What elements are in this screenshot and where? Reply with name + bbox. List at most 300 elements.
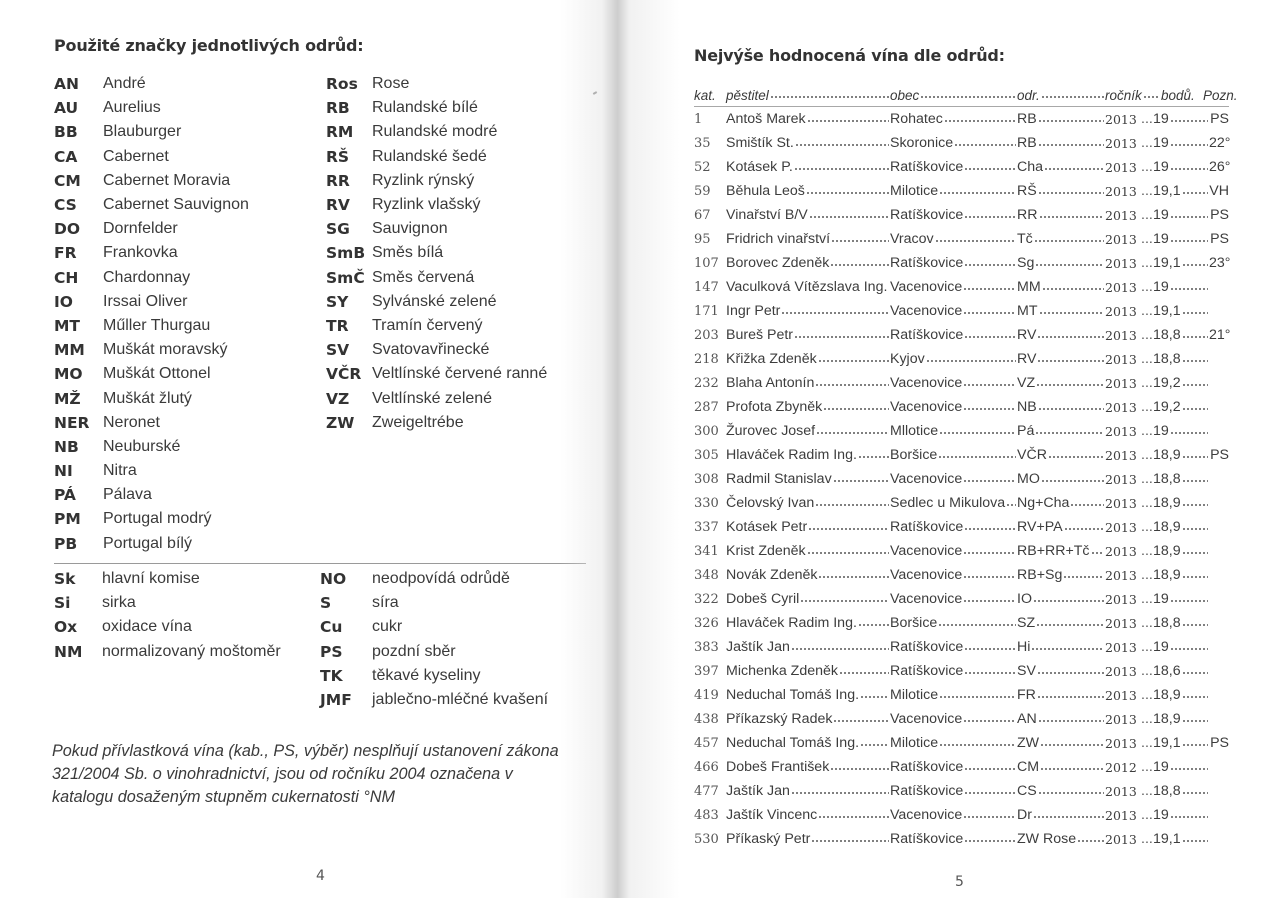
cell-kat: 147 — [694, 279, 719, 295]
variety-legend-column-1 — [54, 72, 249, 556]
legend-item — [54, 362, 249, 386]
cell-rocnik: 2013 — [1105, 711, 1137, 727]
leader-dots: ... — [1141, 327, 1153, 343]
cell-rocnik: 2013 — [1105, 351, 1137, 367]
leader-dots: ... — [1141, 351, 1153, 367]
leader-dots: ... — [1141, 759, 1153, 775]
leader-dots: ... — [1141, 783, 1153, 799]
cell-kat: 330 — [694, 495, 719, 511]
legend-abbreviation: MO — [54, 365, 83, 384]
legend-abbreviation: TK — [320, 666, 343, 685]
leader-dots: ... — [1141, 447, 1153, 463]
cell-obec: Ratíškovice — [890, 639, 1017, 655]
legend-meaning: Rulandské bílé — [372, 99, 478, 117]
leader-dots: ... — [1141, 687, 1153, 703]
cell-pestitel: Profota Zbyněk — [726, 399, 890, 415]
cell-bodu: 19 — [1153, 639, 1209, 655]
table-row — [694, 131, 1229, 155]
leader-dots: ... — [1141, 279, 1153, 295]
leader-dots: ... — [1141, 807, 1153, 823]
legend-item — [54, 266, 249, 290]
legend-item — [54, 532, 249, 556]
leader-dots: ... — [1141, 231, 1153, 247]
cell-kat: 348 — [694, 567, 719, 583]
cell-obec: Vacenovice — [890, 399, 1017, 415]
legend-item — [326, 120, 547, 144]
leader-dots: ... — [1141, 615, 1153, 631]
cell-rocnik: 2013 — [1105, 591, 1137, 607]
legend-item — [54, 483, 249, 507]
legend-meaning: Veltlínské červené ranné — [372, 365, 548, 383]
cell-rocnik: 2013 — [1105, 135, 1137, 151]
legend-item — [54, 217, 249, 241]
legend-abbreviation: S — [320, 594, 332, 613]
table-row — [694, 779, 1229, 803]
legend-meaning: Zweigeltrébe — [372, 413, 464, 431]
cell-obec: Vacenovice — [890, 543, 1017, 559]
table-row — [694, 491, 1229, 515]
cell-obec: Ratíškovice — [890, 519, 1017, 535]
legend-item — [326, 241, 547, 265]
cell-pestitel: Příkaský Petr — [726, 831, 890, 847]
cell-bodu: 19,1 — [1153, 735, 1209, 751]
cell-pestitel: Hlaváček Radim Ing. — [726, 447, 890, 463]
cell-kat: 305 — [694, 447, 719, 463]
legend-abbreviation: PS — [320, 642, 343, 661]
legend-meaning: Sauvignon — [372, 220, 448, 238]
cell-pestitel: Čelovský Ivan — [726, 495, 890, 511]
cell-bodu: 19 — [1153, 591, 1209, 607]
legend-abbreviation: CM — [54, 171, 81, 190]
cell-obec: Ratíškovice — [890, 663, 1017, 679]
legend-meaning: André — [103, 75, 146, 93]
cell-bodu: 18,9 — [1153, 543, 1209, 559]
legend-meaning: Veltlínské zelené — [372, 389, 493, 407]
cell-pestitel: Kotásek Petr — [726, 519, 890, 535]
legend-meaning: Aurelius — [103, 99, 161, 117]
cell-pestitel: Příkazský Radek — [726, 711, 890, 727]
cell-bodu: 19,1 — [1153, 183, 1209, 199]
cell-odr: ZW Rose — [1017, 831, 1105, 847]
cell-rocnik: 2013 — [1105, 399, 1137, 415]
cell-rocnik: 2013 — [1105, 831, 1137, 847]
leader-dots: ... — [1141, 471, 1153, 487]
cell-rocnik: 2013 — [1105, 495, 1137, 511]
cell-pestitel: Dobeš Cyril — [726, 591, 890, 607]
cell-odr: VČR — [1017, 447, 1105, 463]
legend-abbreviation: CA — [54, 147, 78, 166]
header-rocnik: ročník — [1105, 88, 1161, 103]
legend-item — [54, 96, 249, 120]
leader-dots: ... — [1141, 111, 1153, 127]
legend-abbreviation: RR — [326, 171, 350, 190]
cell-bodu: 19 — [1153, 159, 1209, 175]
legend-meaning: Muškát moravský — [103, 341, 228, 359]
cell-bodu: 19 — [1153, 207, 1209, 223]
cell-bodu: 19 — [1153, 759, 1209, 775]
legend-meaning: Frankovka — [103, 244, 178, 262]
legend-abbreviation: Si — [54, 594, 71, 613]
legend-item — [326, 411, 547, 435]
cell-bodu: 18,8 — [1153, 615, 1209, 631]
legend-abbreviation: VČR — [326, 365, 362, 384]
cell-kat: 308 — [694, 471, 719, 487]
abbreviation-legend-column-1 — [54, 567, 281, 664]
variety-legend-column-2 — [326, 72, 547, 435]
cell-bodu: 19 — [1153, 423, 1209, 439]
cell-obec: Ratíškovice — [890, 783, 1017, 799]
legend-meaning: Irssai Oliver — [103, 292, 188, 310]
cell-odr: SV — [1017, 663, 1105, 679]
legend-meaning: Portugal bílý — [103, 534, 192, 552]
cell-obec: Skoronice — [890, 135, 1017, 151]
legend-abbreviation: BB — [54, 123, 78, 142]
sugar-content-note: Pokud přívlastková vína (kab., PS, výběr) nesplňují ustanovení zákona 321/2004 Sb. o vinohradnictví, jsou od ročníku 2004 označena v katalogu dosaženým stupněm cukernatosti °NM — [52, 742, 559, 806]
cell-rocnik: 2013 — [1105, 255, 1137, 271]
legend-meaning: těkavé kyseliny — [372, 666, 481, 684]
cell-pestitel: Bureš Petr — [726, 327, 890, 343]
variety-codes-title: Použité značky jednotlivých odrůd: — [54, 36, 364, 55]
cell-bodu: 19,1 — [1153, 831, 1209, 847]
legend-item — [54, 435, 249, 459]
cell-pestitel: Vinařství B/V — [726, 207, 890, 223]
legend-item — [54, 507, 249, 531]
leader-dots: ... — [1141, 207, 1153, 223]
header-pestitel: pěstitel — [726, 88, 890, 103]
legend-abbreviation: SG — [326, 220, 350, 239]
cell-obec: Boršice — [890, 447, 1017, 463]
cell-pozn: PS — [1210, 207, 1229, 223]
cell-kat: 322 — [694, 591, 719, 607]
cell-rocnik: 2013 — [1105, 543, 1137, 559]
leader-dots: ... — [1141, 135, 1153, 151]
leader-dots: ... — [1141, 423, 1153, 439]
cell-pozn: VH — [1209, 183, 1229, 199]
legend-meaning: Ryzlink rýnský — [372, 171, 475, 189]
cell-obec: Vacenovice — [890, 303, 1017, 319]
cell-bodu: 19 — [1153, 111, 1209, 127]
table-row — [694, 107, 1229, 131]
cell-odr: RB — [1017, 111, 1105, 127]
cell-rocnik: 2013 — [1105, 375, 1137, 391]
legend-item — [320, 640, 548, 664]
cell-obec: Vacenovice — [890, 807, 1017, 823]
legend-meaning: Muškát žlutý — [103, 389, 192, 407]
cell-pozn: 23° — [1209, 255, 1231, 271]
table-row — [694, 731, 1229, 755]
cell-obec: Vacenovice — [890, 279, 1017, 295]
legend-item — [326, 145, 547, 169]
cell-kat: 59 — [694, 183, 711, 199]
cell-odr: MO — [1017, 471, 1105, 487]
table-row — [694, 347, 1229, 371]
cell-rocnik: 2013 — [1105, 447, 1137, 463]
legend-meaning: oxidace vína — [102, 618, 192, 636]
cell-pestitel: Kotásek P. — [726, 159, 890, 175]
cell-obec: Kyjov — [890, 351, 1017, 367]
legend-item — [54, 386, 249, 410]
cell-obec: Mllotice — [890, 423, 1017, 439]
cell-pestitel: Vaculková Vítězslava Ing. — [726, 279, 888, 295]
legend-item — [54, 193, 249, 217]
table-row — [694, 323, 1229, 347]
cell-obec: Ratíškovice — [890, 159, 1017, 175]
cell-obec: Sedlec u Mikulova — [890, 495, 1017, 511]
cell-pestitel: Žurovec Josef — [726, 423, 890, 439]
legend-item — [326, 362, 547, 386]
cell-rocnik: 2013 — [1105, 111, 1137, 127]
cell-rocnik: 2013 — [1105, 159, 1137, 175]
legend-abbreviation: RM — [326, 123, 354, 142]
cell-rocnik: 2012 — [1105, 759, 1137, 775]
table-row — [694, 443, 1229, 467]
legend-meaning: Chardonnay — [103, 268, 191, 286]
table-row — [694, 203, 1229, 227]
legend-abbreviation: SV — [326, 341, 350, 360]
cell-kat: 466 — [694, 759, 719, 775]
page-number-right: 5 — [955, 874, 964, 890]
cell-obec: Boršice — [890, 615, 1017, 631]
cell-pestitel: Jaštík Vincenc — [726, 807, 890, 823]
legend-meaning: cukr — [372, 618, 403, 636]
legend-abbreviation: Ros — [326, 75, 358, 94]
table-row — [694, 275, 1229, 299]
table-row — [694, 419, 1229, 443]
cell-odr: RV — [1017, 351, 1105, 367]
cell-odr: RR — [1017, 207, 1105, 223]
cell-kat: 438 — [694, 711, 719, 727]
cell-obec: Rohatec — [890, 111, 1017, 127]
legend-abbreviation: RŠ — [326, 147, 350, 166]
legend-item — [326, 266, 547, 290]
cell-odr: ZW — [1017, 735, 1105, 751]
cell-bodu: 19,2 — [1153, 399, 1209, 415]
legend-abbreviation: Sk — [54, 570, 76, 589]
cell-kat: 383 — [694, 639, 719, 655]
legend-abbreviation: PM — [54, 510, 81, 529]
cell-rocnik: 2013 — [1105, 735, 1137, 751]
legend-meaning: Rose — [372, 75, 410, 93]
cell-bodu: 19 — [1153, 135, 1209, 151]
legend-item — [320, 615, 548, 639]
legend-meaning: hlavní komise — [102, 570, 200, 588]
legend-item — [54, 145, 249, 169]
cell-pozn: PS — [1210, 447, 1229, 463]
cell-odr: FR — [1017, 687, 1105, 703]
cell-kat: 52 — [694, 159, 711, 175]
legend-abbreviation: AU — [54, 99, 79, 118]
table-row — [694, 827, 1229, 851]
cell-rocnik: 2013 — [1105, 471, 1137, 487]
cell-pozn: PS — [1210, 231, 1229, 247]
legend-item — [54, 338, 249, 362]
cell-pestitel: Ingr Petr — [726, 303, 890, 319]
cell-obec: Vacenovice — [890, 711, 1017, 727]
cell-kat: 107 — [694, 255, 719, 271]
legend-abbreviation: NER — [54, 413, 90, 432]
cell-bodu: 18,6 — [1153, 663, 1209, 679]
cell-bodu: 18,9 — [1153, 519, 1209, 535]
cell-kat: 67 — [694, 207, 711, 223]
cell-obec: Vacenovice — [890, 591, 1017, 607]
leader-dots: ... — [1141, 663, 1153, 679]
legend-item — [320, 688, 548, 712]
legend-item — [320, 567, 548, 591]
legend-meaning: Cabernet — [103, 147, 169, 165]
legend-item — [54, 169, 249, 193]
cell-kat: 341 — [694, 543, 719, 559]
cell-odr: MT — [1017, 303, 1105, 319]
cell-kat: 419 — [694, 687, 719, 703]
cell-pestitel: Krist Zdeněk — [726, 543, 890, 559]
legend-abbreviation: NO — [320, 570, 347, 589]
table-row — [694, 683, 1229, 707]
cell-kat: 530 — [694, 831, 719, 847]
table-row — [694, 251, 1229, 275]
legend-item — [326, 386, 547, 410]
top-wines-table — [694, 86, 1238, 851]
cell-kat: 477 — [694, 783, 719, 799]
table-row — [694, 755, 1229, 779]
legend-item — [320, 664, 548, 688]
legend-meaning: neodpovídá odrůdě — [372, 570, 510, 588]
cell-kat: 287 — [694, 399, 719, 415]
cell-odr: RV+PA — [1017, 519, 1105, 535]
legend-item — [326, 290, 547, 314]
cell-rocnik: 2013 — [1105, 567, 1137, 583]
cell-bodu: 18,9 — [1153, 711, 1209, 727]
cell-bodu: 18,9 — [1153, 495, 1209, 511]
cell-bodu: 19 — [1153, 807, 1209, 823]
cell-pestitel: Antoš Marek — [726, 111, 890, 127]
cell-obec: Ratíškovice — [890, 255, 1017, 271]
table-row — [694, 659, 1229, 683]
leader-dots: ... — [1141, 159, 1153, 175]
cell-odr: MM — [1017, 279, 1105, 295]
table-row — [694, 371, 1229, 395]
legend-abbreviation: NB — [54, 437, 79, 456]
leader-dots: ... — [1141, 399, 1153, 415]
cell-pestitel: Jaštík Jan — [726, 783, 890, 799]
legend-meaning: Blauburger — [103, 123, 182, 141]
cell-kat: 203 — [694, 327, 719, 343]
cell-kat: 300 — [694, 423, 719, 439]
cell-pestitel: Novák Zdeněk — [726, 567, 890, 583]
table-row — [694, 611, 1229, 635]
legend-abbreviation: MŽ — [54, 389, 81, 408]
cell-odr: NB — [1017, 399, 1105, 415]
legend-abbreviation: PÁ — [54, 486, 76, 505]
cell-odr: Ng+Cha — [1017, 495, 1105, 511]
leader-dots: ... — [1141, 183, 1153, 199]
legend-item — [54, 290, 249, 314]
legend-meaning: pozdní sběr — [372, 642, 456, 660]
legend-abbreviation: Ox — [54, 618, 78, 637]
legend-item — [326, 314, 547, 338]
cell-kat: 326 — [694, 615, 719, 631]
cell-obec: Milotice — [890, 183, 1017, 199]
legend-meaning: Rulandské modré — [372, 123, 498, 141]
legend-abbreviation: FR — [54, 244, 77, 263]
legend-meaning: jablečno-mléčné kvašení — [372, 691, 549, 709]
legend-item — [54, 411, 249, 435]
cell-rocnik: 2013 — [1105, 519, 1137, 535]
legend-abbreviation: SY — [326, 292, 349, 311]
legend-abbreviation: DO — [54, 220, 81, 239]
cell-obec: Ratíškovice — [890, 759, 1017, 775]
legend-meaning: Pálava — [103, 486, 152, 504]
legend-item — [54, 615, 281, 639]
legend-meaning: Cabernet Sauvignon — [103, 196, 249, 214]
cell-obec: Vacenovice — [890, 375, 1017, 391]
cell-rocnik: 2013 — [1105, 687, 1137, 703]
cell-pestitel: Dobeš František — [726, 759, 890, 775]
cell-pestitel: Neduchal Tomáš Ing. — [726, 687, 890, 703]
cell-odr: Tč — [1017, 231, 1105, 247]
legend-meaning: Cabernet Moravia — [103, 171, 231, 189]
cell-pestitel: Smištík St. — [726, 135, 890, 151]
header-odr: odr. — [1017, 88, 1105, 103]
cell-pozn: PS — [1210, 111, 1229, 127]
paper-speck — [593, 91, 597, 95]
table-row — [694, 587, 1229, 611]
legend-item — [326, 338, 547, 362]
table-row — [694, 179, 1229, 203]
cell-bodu: 19,1 — [1153, 255, 1209, 271]
legend-meaning: Nitra — [103, 462, 137, 480]
cell-rocnik: 2013 — [1105, 231, 1137, 247]
table-row — [694, 707, 1229, 731]
legend-abbreviation: CS — [54, 196, 77, 215]
legend-abbreviation: JMF — [320, 691, 352, 710]
legend-abbreviation: VZ — [326, 389, 350, 408]
legend-item — [54, 459, 249, 483]
cell-pozn: 21° — [1209, 327, 1231, 343]
legend-abbreviation: TR — [326, 316, 349, 335]
cell-pestitel: Jaštík Jan — [726, 639, 890, 655]
table-header — [694, 86, 1238, 107]
cell-odr: Cha — [1017, 159, 1105, 175]
table-row — [694, 515, 1229, 539]
legend-abbreviation: ZW — [326, 413, 355, 432]
legend-abbreviation: CH — [54, 268, 79, 287]
cell-odr: RŠ — [1017, 183, 1105, 199]
leader-dots: ... — [1141, 255, 1153, 271]
cell-kat: 1 — [694, 111, 703, 127]
table-body — [694, 107, 1229, 851]
legend-abbreviation: Cu — [320, 618, 343, 637]
cell-pozn: PS — [1210, 735, 1229, 751]
legend-item — [326, 169, 547, 193]
cell-rocnik: 2013 — [1105, 615, 1137, 631]
top-wines-title: Nejvýše hodnocená vína dle odrůd: — [694, 46, 1005, 65]
cell-bodu: 19 — [1153, 279, 1209, 295]
cell-obec: Milotice — [890, 687, 1017, 703]
header-obec: obec — [890, 88, 1017, 103]
cell-kat: 483 — [694, 807, 719, 823]
leader-dots: ... — [1141, 543, 1153, 559]
header-kat: kat. — [694, 88, 716, 103]
legend-meaning: Ryzlink vlašský — [372, 196, 481, 214]
cell-kat: 35 — [694, 135, 711, 151]
legend-meaning: Tramín červený — [372, 316, 483, 334]
cell-odr: Sg — [1017, 255, 1105, 271]
cell-obec: Ratíškovice — [890, 327, 1017, 343]
cell-rocnik: 2013 — [1105, 207, 1137, 223]
legend-meaning: Svatovavřinecké — [372, 341, 490, 359]
cell-rocnik: 2013 — [1105, 663, 1137, 679]
table-row — [694, 563, 1229, 587]
